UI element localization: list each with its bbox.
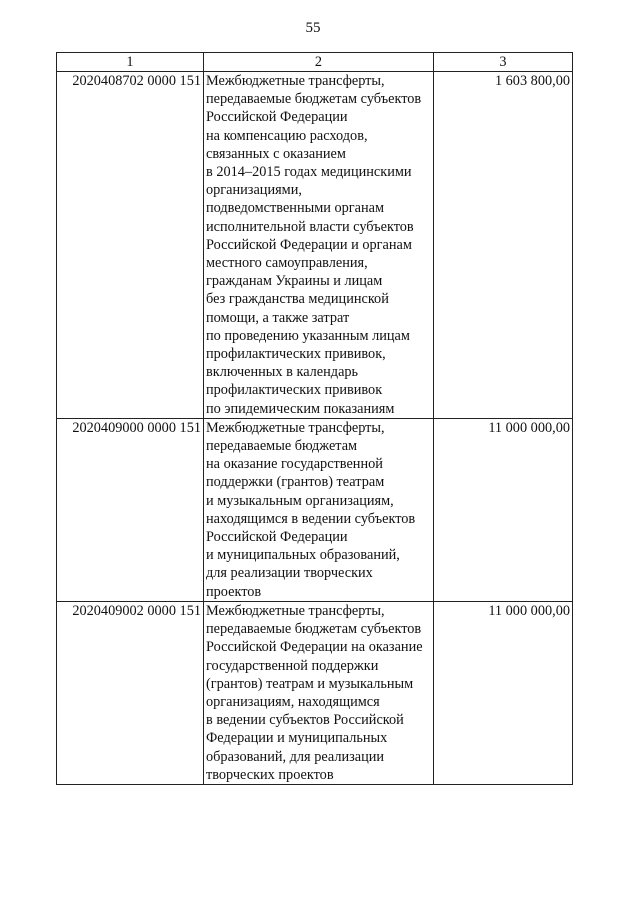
description-line: организациями, [206,182,302,199]
table-body [57,72,573,785]
description-line: включенных в календарь [206,364,359,381]
description-line: организациям, находящимся [206,693,380,710]
description-line: передаваемые бюджетам субъектов [206,621,422,638]
transfer-description [204,72,434,419]
table-row [57,601,573,784]
transfer-description [204,418,434,601]
description-line: местного самоуправления, [206,255,368,272]
description-line: Российской Федерации на оказание [206,639,423,656]
description-line: Российской Федерации [206,529,348,546]
description-line: для реализации творческих [206,565,373,582]
description-line: и музыкальным организациям, [206,492,394,509]
description-line: подведомственными органам [206,200,385,217]
description-line: Межбюджетные трансферты, [206,602,385,619]
classification-code: 2020408702 0000 151 [57,72,204,419]
classification-code: 2020409002 0000 151 [57,601,204,784]
description-line: поддержки (грантов) театрам [206,474,385,491]
amount-value: 11 000 000,00 [434,601,573,784]
description-line: и муниципальных образований, [206,547,400,564]
description-line: передаваемые бюджетам субъектов [206,91,422,108]
description-line: Российской Федерации и органам [206,236,412,253]
description-line: передаваемые бюджетам [206,438,358,455]
description-line: Российской Федерации [206,109,348,126]
description-line: образований, для реализации [206,748,385,765]
column-header-3: 3 [434,53,573,72]
description-line: государственной поддержки [206,657,379,674]
table-row [57,418,573,601]
description-line: (грантов) театрам и музыкальным [206,675,414,692]
description-line: связанных с оказанием [206,145,346,162]
column-header-2: 2 [204,53,434,72]
table-header-row [57,53,573,72]
amount-value: 1 603 800,00 [434,72,573,419]
description-line: Федерации и муниципальных [206,730,388,747]
description-line: Межбюджетные трансферты, [206,73,385,89]
page-number: 55 [305,20,321,36]
description-line: на компенсацию расходов, [206,127,368,144]
amount-value: 11 000 000,00 [434,418,573,601]
description-line: находящимся в ведении субъектов [206,510,416,527]
transfer-description [204,601,434,784]
description-line: Межбюджетные трансферты, [206,419,385,436]
description-line: по проведению указанным лицам [206,327,410,344]
description-line: в ведении субъектов Российской [206,712,404,729]
description-line: профилактических прививок [206,382,383,399]
description-line: на оказание государственной [206,456,383,473]
description-line: в 2014–2015 годах медицинскими [206,164,412,181]
column-header-1: 1 [57,53,204,72]
description-line: проектов [206,583,262,600]
classification-code: 2020409000 0000 151 [57,418,204,601]
description-line: исполнительной власти субъектов [206,218,414,235]
description-line: профилактических прививок, [206,346,386,363]
description-line: гражданам Украины и лицам [206,273,383,290]
description-line: по эпидемическим показаниям [206,400,395,417]
description-line: творческих проектов [206,766,334,783]
budget-table [56,52,573,785]
description-line: без гражданства медицинской [206,291,389,308]
table-row [57,72,573,419]
description-line: помощи, а также затрат [206,309,350,326]
